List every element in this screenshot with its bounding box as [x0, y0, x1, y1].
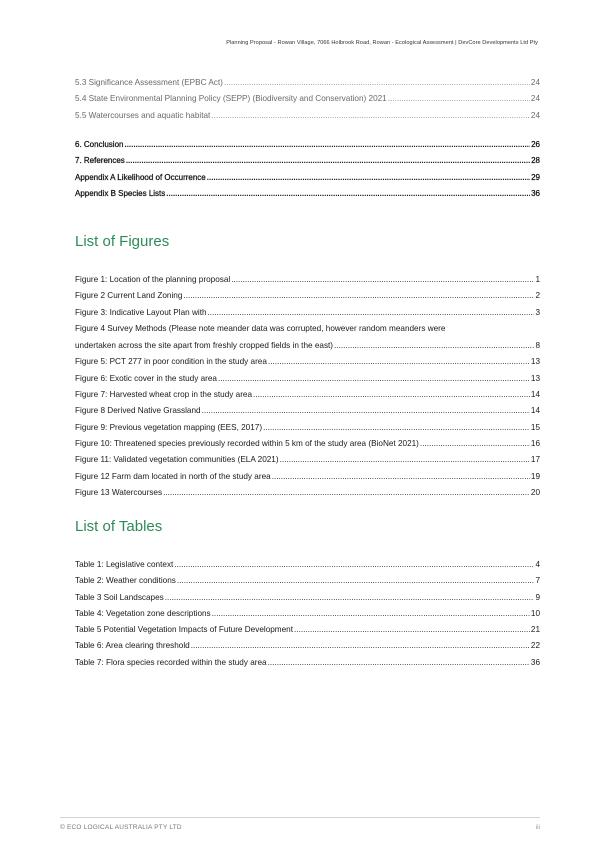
- table-entry-label: Table 4: Vegetation zone descriptions: [75, 608, 211, 618]
- toc-entry-page: 28: [531, 156, 540, 166]
- toc-entry[interactable]: [75, 91, 540, 107]
- table-entry[interactable]: [75, 606, 540, 622]
- dot-leader: [231, 272, 534, 288]
- dot-leader: [177, 573, 535, 589]
- figure-entry[interactable]: [75, 403, 540, 419]
- toc-entry-page: 36: [531, 188, 540, 198]
- footer-divider: [60, 817, 540, 818]
- figure-entry[interactable]: [75, 371, 540, 387]
- dot-leader: [207, 170, 530, 186]
- dot-leader: [211, 108, 530, 124]
- list-of-tables-heading: List of Tables: [75, 518, 163, 535]
- list-of-figures-heading: List of Figures: [75, 233, 170, 250]
- dot-leader: [166, 186, 530, 202]
- toc-entry-label: 6. Conclusion: [75, 140, 124, 149]
- figure-entry[interactable]: [75, 469, 540, 485]
- table-entry-label: Table 3 Soil Landscapes: [75, 592, 164, 602]
- dot-leader: [124, 137, 530, 153]
- toc-entry-label: 7. References: [75, 156, 125, 166]
- dot-leader: [208, 305, 535, 321]
- figure-entry[interactable]: [75, 321, 540, 355]
- dot-leader: [126, 153, 530, 169]
- table-entry[interactable]: [75, 638, 540, 654]
- dot-leader: [212, 606, 530, 622]
- toc-entry-page: 29: [531, 172, 540, 182]
- figure-entry-label: Figure 10: Threatened species previously recorded within 5 km of the study area (BioNet 2021): [75, 438, 419, 448]
- dot-leader: [183, 288, 534, 304]
- dot-leader: [253, 387, 530, 403]
- figure-entry-page: 13: [530, 357, 540, 367]
- table-entry[interactable]: [75, 573, 540, 589]
- dot-leader: [272, 469, 530, 485]
- figure-entry-label: Figure 13 Watercourses: [75, 487, 163, 497]
- dot-leader: [268, 354, 530, 370]
- figure-entry-label: Figure 1: Location of the planning proposal: [75, 275, 231, 284]
- figure-entry-line-1: [75, 321, 540, 338]
- dot-leader: [294, 622, 530, 638]
- figure-entry-label: Figure 8 Derived Native Grassland: [75, 406, 201, 416]
- figure-entry[interactable]: [75, 436, 540, 452]
- figure-entry[interactable]: [75, 305, 540, 321]
- toc-entry[interactable]: [75, 108, 540, 124]
- figure-entry-page: 14: [530, 390, 540, 400]
- figure-entry-line-2: [75, 338, 540, 355]
- footer-copyright: © ECO LOGICAL AUSTRALIA PTY LTD: [60, 824, 182, 831]
- toc-entry-page: 24: [530, 110, 540, 120]
- dot-leader: [163, 485, 530, 501]
- figure-entry[interactable]: [75, 420, 540, 436]
- table-entry[interactable]: [75, 557, 540, 573]
- toc-entry-label: Appendix B Species Lists: [75, 188, 166, 198]
- table-entry-page: 22: [530, 641, 540, 651]
- figure-entry-page: 2: [535, 291, 540, 301]
- figure-entry-page: 15: [530, 422, 540, 432]
- dot-leader: [202, 403, 530, 419]
- figure-entry-label-continued: undertaken across the site apart from freshly cropped fields in the east): [75, 340, 334, 350]
- toc-entry[interactable]: [75, 153, 540, 169]
- figure-entry-label: Figure 2 Current Land Zoning: [75, 291, 183, 301]
- toc-main-sections: [75, 137, 540, 202]
- table-entry[interactable]: [75, 590, 540, 606]
- table-entry-label: Table 7: Flora species recorded within the study area: [75, 657, 267, 667]
- figure-entry-page: 14: [530, 406, 540, 416]
- table-entry-label: Table 2: Weather conditions: [75, 576, 176, 586]
- figure-entry-label: Figure 6: Exotic cover in the study area: [75, 373, 217, 383]
- table-entry-label: Table 6: Area clearing threshold: [75, 641, 190, 651]
- figure-entry-page: 20: [530, 487, 540, 497]
- dot-leader: [224, 75, 530, 91]
- table-entry-label: Table 5 Potential Vegetation Impacts of Future Development: [75, 625, 294, 635]
- table-entry-page: 9: [535, 592, 540, 602]
- figure-entry-page: 19: [530, 471, 540, 481]
- running-header: Planning Proposal - Rowan Village, 7066 Holbrook Road, Rowan - Ecological Assessment | DevCore Developments Ltd Pty: [226, 40, 538, 46]
- figure-entry[interactable]: [75, 288, 540, 304]
- toc-entry[interactable]: [75, 186, 540, 202]
- figure-entry[interactable]: [75, 354, 540, 370]
- figure-entry-page: 16: [530, 438, 540, 448]
- dot-leader: [334, 338, 534, 355]
- dot-leader: [191, 638, 530, 654]
- figure-entry[interactable]: [75, 387, 540, 403]
- dot-leader: [280, 452, 530, 468]
- figure-entry-page: 1: [535, 275, 540, 284]
- dot-leader: [218, 371, 530, 387]
- table-entry-page: 10: [530, 608, 540, 618]
- figure-entry-label: Figure 3: Indicative Layout Plan with: [75, 307, 207, 317]
- figure-entry-label: Figure 4 Survey Methods (Please note meander data was corrupted, however random meanders were: [75, 323, 446, 333]
- table-entry-label: Table 1: Legislative context: [75, 560, 174, 569]
- figure-entry-page: 17: [530, 455, 540, 465]
- figure-entry-label: Figure 12 Farm dam located in north of the study area: [75, 471, 271, 481]
- toc-entry-label: 5.3 Significance Assessment (EPBC Act): [75, 78, 223, 87]
- dot-leader: [165, 590, 535, 606]
- table-entry[interactable]: [75, 622, 540, 638]
- figure-entry[interactable]: [75, 272, 540, 288]
- table-entry-page: 7: [535, 576, 540, 586]
- list-of-figures: [75, 272, 540, 501]
- dot-leader: [420, 436, 530, 452]
- table-entry-page: 36: [530, 657, 540, 667]
- figure-entry-label: Figure 7: Harvested wheat crop in the study area: [75, 390, 253, 400]
- toc-entry[interactable]: [75, 75, 540, 91]
- table-entry-page: 4: [535, 560, 540, 569]
- footer-page-number: iii: [535, 824, 540, 831]
- list-of-tables: [75, 557, 540, 671]
- toc-entry-page: 26: [531, 140, 540, 149]
- dot-leader: [263, 420, 530, 436]
- figure-entry-page: 3: [535, 307, 540, 317]
- figure-entry-page: 13: [530, 373, 540, 383]
- figure-entry-page: 8: [535, 340, 540, 350]
- toc-entry-label: Appendix A Likelihood of Occurrence: [75, 172, 206, 182]
- figure-entry[interactable]: [75, 485, 540, 501]
- toc-entry-page: 24: [530, 78, 540, 87]
- table-entry[interactable]: [75, 655, 540, 671]
- toc-subsections: [75, 75, 540, 124]
- figure-entry-label: Figure 11: Validated vegetation communities (ELA 2021): [75, 455, 279, 465]
- dot-leader: [174, 557, 534, 573]
- toc-entry[interactable]: [75, 170, 540, 186]
- figure-entry-label: Figure 9: Previous vegetation mapping (EES, 2017): [75, 422, 263, 432]
- figure-entry-label: Figure 5: PCT 277 in poor condition in the study area: [75, 357, 267, 367]
- toc-entry-label: 5.5 Watercourses and aquatic habitat: [75, 110, 211, 120]
- dot-leader: [268, 655, 530, 671]
- toc-entry-page: 24: [530, 94, 540, 104]
- table-entry-page: 21: [530, 625, 540, 635]
- toc-entry[interactable]: [75, 137, 540, 153]
- figure-entry[interactable]: [75, 452, 540, 468]
- toc-entry-label: 5.4 State Environmental Planning Policy (SEPP) (Biodiversity and Conservation) 2021: [75, 94, 387, 104]
- dot-leader: [388, 91, 530, 107]
